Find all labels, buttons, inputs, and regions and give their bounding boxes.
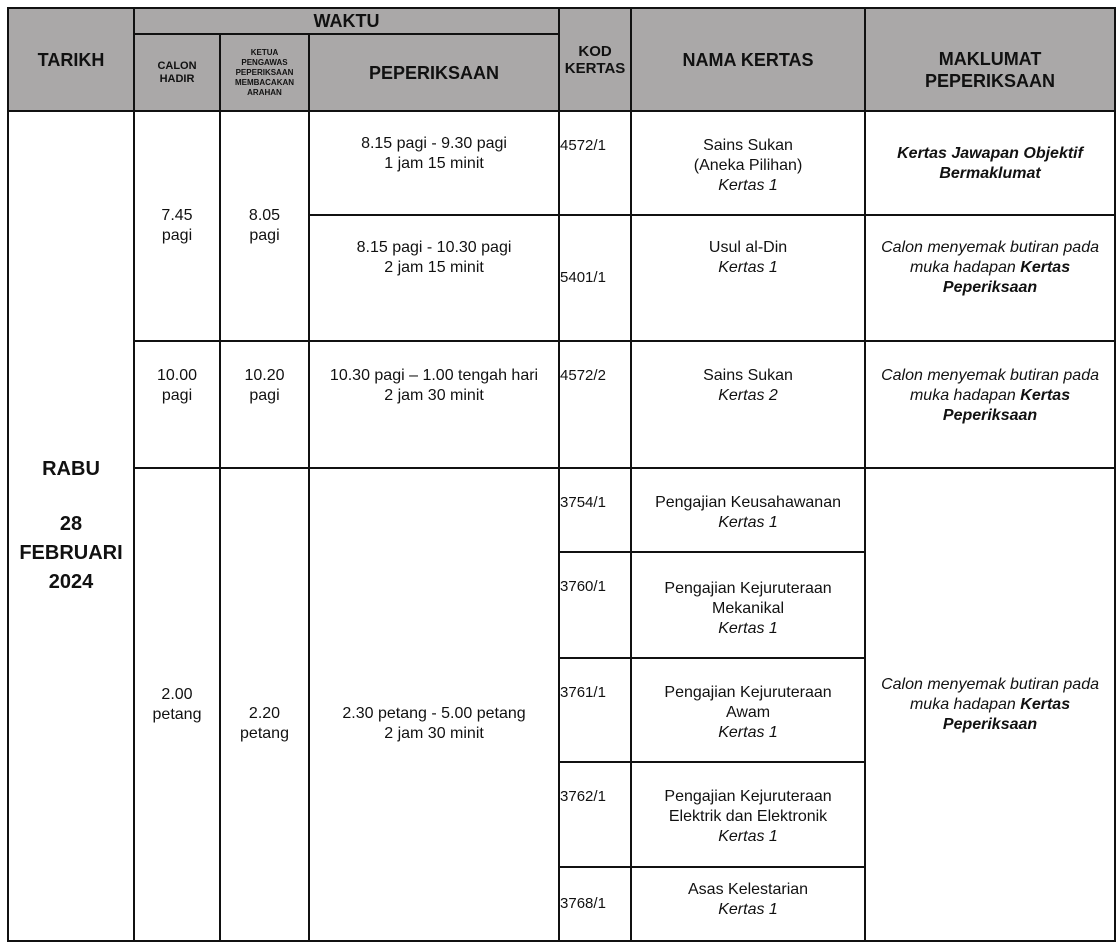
maklumat-cell: Kertas Jawapan Objektif Bermaklumat bbox=[865, 111, 1115, 215]
kod-kertas-cell: 3761/1 bbox=[559, 658, 631, 762]
kod-kertas-cell: 5401/1 bbox=[559, 215, 631, 341]
header-waktu: WAKTU bbox=[134, 8, 559, 34]
kod-kertas-cell: 3768/1 bbox=[559, 867, 631, 941]
ketua-pengawas-cell: 10.20 pagi bbox=[220, 341, 309, 468]
nama-kertas-cell: Pengajian Kejuruteraan Mekanikal Kertas 1 bbox=[631, 552, 865, 658]
header-ketua-pengawas: KETUA PENGAWAS PEPERIKSAAN MEMBACAKAN ARAHAN bbox=[220, 34, 309, 111]
table-row bbox=[8, 111, 1115, 215]
table-row bbox=[8, 468, 1115, 552]
maklumat-cell: Calon menyemak butiran pada muka hadapan Kertas Peperiksaan bbox=[865, 468, 1115, 941]
peperiksaan-cell: 8.15 pagi - 9.30 pagi 1 jam 15 minit bbox=[309, 111, 559, 215]
kod-kertas-cell: 3754/1 bbox=[559, 468, 631, 552]
nama-kertas-cell: Pengajian Kejuruteraan Elektrik dan Elektronik Kertas 1 bbox=[631, 762, 865, 867]
peperiksaan-cell: 10.30 pagi – 1.00 tengah hari 2 jam 30 minit bbox=[309, 341, 559, 468]
nama-kertas-cell: Asas Kelestarian Kertas 1 bbox=[631, 867, 865, 941]
nama-kertas-cell: Pengajian Keusahawanan Kertas 1 bbox=[631, 468, 865, 552]
calon-hadir-cell: 10.00 pagi bbox=[134, 341, 220, 468]
kod-kertas-cell: 3762/1 bbox=[559, 762, 631, 867]
exam-schedule-table bbox=[7, 7, 1116, 942]
nama-kertas-cell: Sains Sukan Kertas 2 bbox=[631, 341, 865, 468]
nama-kertas-cell: Sains Sukan (Aneka Pilihan) Kertas 1 bbox=[631, 111, 865, 215]
nama-kertas-cell: Pengajian Kejuruteraan Awam Kertas 1 bbox=[631, 658, 865, 762]
header-kod-kertas: KOD KERTAS bbox=[559, 8, 631, 111]
maklumat-cell: Calon menyemak butiran pada muka hadapan Kertas Peperiksaan bbox=[865, 341, 1115, 468]
kod-kertas-cell: 4572/1 bbox=[559, 111, 631, 215]
ketua-pengawas-cell: 2.20 petang bbox=[220, 468, 309, 941]
peperiksaan-cell: 2.30 petang - 5.00 petang 2 jam 30 minit bbox=[309, 468, 559, 941]
header-nama-kertas: NAMA KERTAS bbox=[631, 8, 865, 111]
nama-kertas-cell: Usul al-Din Kertas 1 bbox=[631, 215, 865, 341]
header-peperiksaan: PEPERIKSAAN bbox=[309, 34, 559, 111]
ketua-pengawas-cell: 8.05 pagi bbox=[220, 111, 309, 341]
calon-hadir-cell: 2.00 petang bbox=[134, 468, 220, 941]
table-row bbox=[8, 341, 1115, 468]
date-cell: RABU 28 FEBRUARI 2024 bbox=[8, 111, 134, 941]
header-tarikh: TARIKH bbox=[8, 8, 134, 111]
calon-hadir-cell: 7.45 pagi bbox=[134, 111, 220, 341]
header-calon-hadir: CALON HADIR bbox=[134, 34, 220, 111]
peperiksaan-cell: 8.15 pagi - 10.30 pagi 2 jam 15 minit bbox=[309, 215, 559, 341]
maklumat-cell: Calon menyemak butiran pada muka hadapan Kertas Peperiksaan bbox=[865, 215, 1115, 341]
header-maklumat: MAKLUMAT PEPERIKSAAN bbox=[865, 8, 1115, 111]
kod-kertas-cell: 4572/2 bbox=[559, 341, 631, 468]
kod-kertas-cell: 3760/1 bbox=[559, 552, 631, 658]
